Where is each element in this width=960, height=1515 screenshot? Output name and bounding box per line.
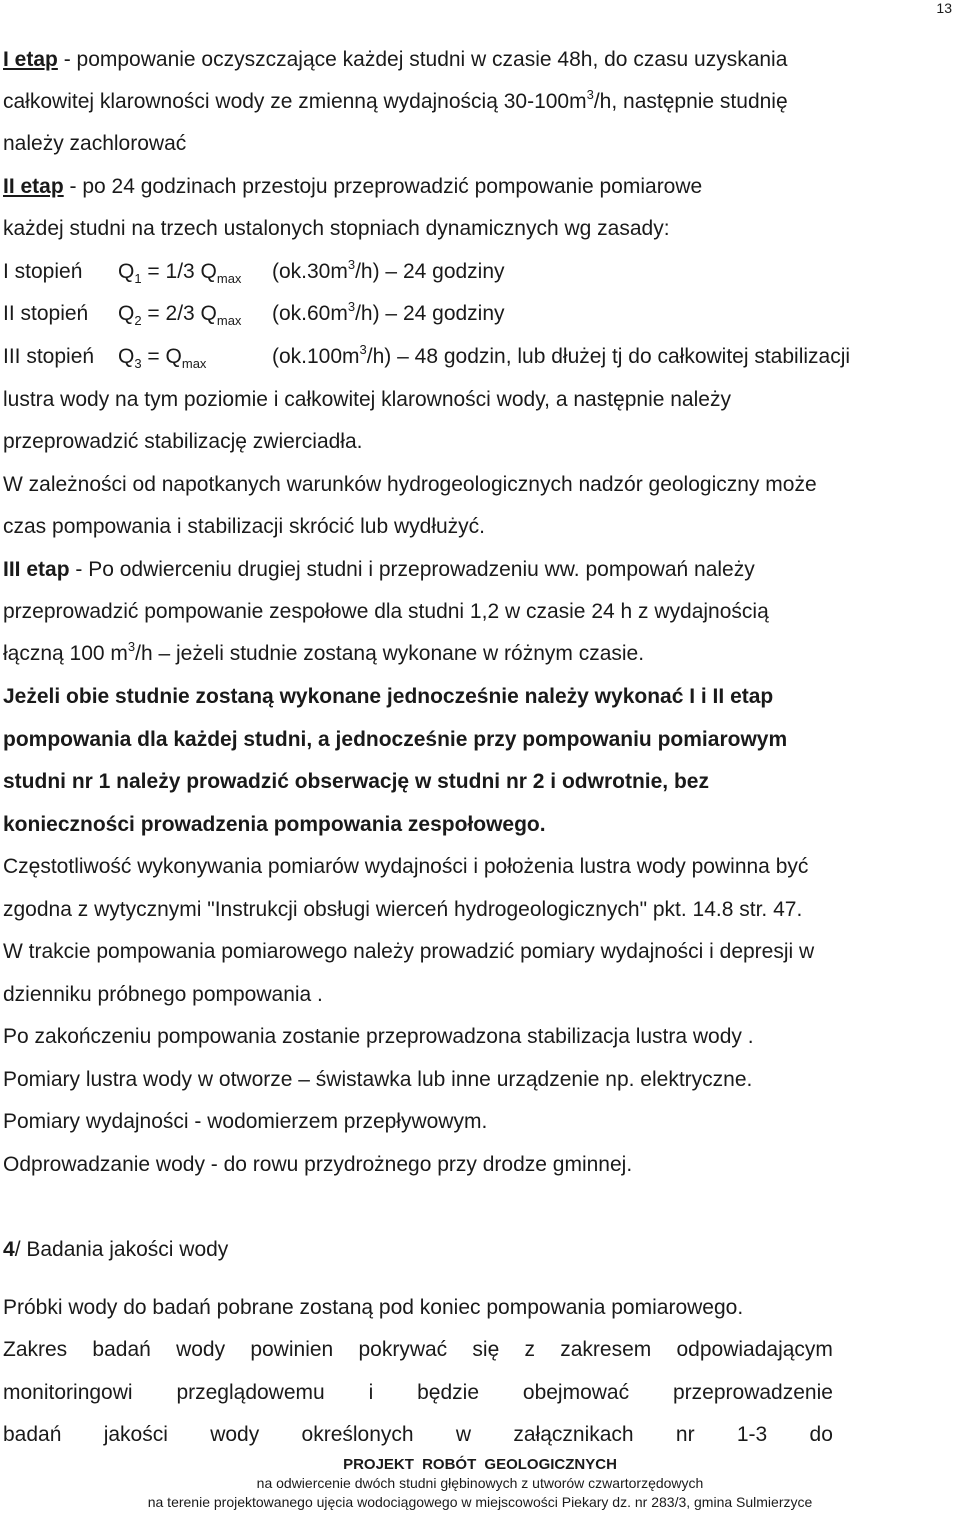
bold-line1: Jeżeli obie studnie zostaną wykonane jednocześnie należy wykonać I i II etap xyxy=(3,685,774,708)
stopien-1: I stopień $Q_1 = 1/3$ $Q_{max}$ $(ok.30m^3/h) - 24$ godziny xyxy=(3,257,505,286)
bold-line2: pompowania dla każdej studni, a jednocześnie przy pompowaniu pomiarowym xyxy=(3,728,788,751)
stopien-3: III stopień $Q_3 = Q_{max}$ $(ok.100m^3/h) - 48$ godzin, lub dłużej tj do całkowitej stabilizacji xyxy=(3,342,851,371)
etap2-line2: każdej studni na trzech ustalonych stopniach dynamicznych wg zasady: xyxy=(3,217,670,240)
etap1-label: I etap xyxy=(3,48,58,71)
etap3-line1: III etap - Po odwierceniu drugiej studni i przeprowadzeniu ww. pompowań należy xyxy=(3,558,755,581)
etap3-line2: przeprowadzić pompowanie zespołowe dla studni 1,2 w czasie 24 h z wydajnością xyxy=(3,600,769,623)
w-trakcie-line1: W trakcie pompowania pomiarowego należy prowadzić pomiary wydajności i depresji w xyxy=(3,940,815,963)
footer-title: PROJEKT ROBÓT GEOLOGICZNYCH xyxy=(343,1456,617,1473)
czestotliwosc-line2: zgodna z wytycznymi "Instrukcji obsługi wierceń hydrogeologicznych" pkt. 14.8 str. 47. xyxy=(3,898,803,921)
page-number: 13 xyxy=(936,0,952,16)
zaleznosc-line1: W zależności od napotkanych warunków hydrogeologicznych nadzór geologiczny może xyxy=(3,473,817,496)
probki-line: Próbki wody do badań pobrane zostaną pod koniec pompowania pomiarowego. xyxy=(3,1296,744,1319)
pomiary-wydajnosci-line: Pomiary wydajności - wodomierzem przepływowym. xyxy=(3,1110,488,1133)
zaleznosc-line2: czas pompowania i stabilizacji skrócić lub wydłużyć. xyxy=(3,515,486,538)
footer-line3: na terenie projektowanego ujęcia wodociągowego w miejscowości Piekary dz. nr 283/3, gmina Sulmierzyce xyxy=(147,1494,813,1510)
footer-line2: na odwiercenie dwóch studni głębinowych z utworów czwartorzędowych xyxy=(256,1475,704,1491)
bold-line4: konieczności prowadzenia pompowania zespołowego. xyxy=(3,813,546,836)
etap2-line1: II etap - po 24 godzinach przestoju przeprowadzić pompowanie pomiarowe xyxy=(3,175,703,198)
czestotliwosc-line1: Częstotliwość wykonywania pomiarów wydajności i położenia lustra wody powinna być xyxy=(3,855,809,878)
pomiary-lustra-line: Pomiary lustra wody w otworze – świstawka lub inne urządzenie np. elektryczne. xyxy=(3,1068,753,1091)
etap1-line1: I etap - pompowanie oczyszczające każdej studni w czasie 48h, do czasu uzyskania xyxy=(3,48,788,71)
odprowadzanie-line: Odprowadzanie wody - do rowu przydrożnego przy drodze gminnej. xyxy=(3,1153,633,1176)
stopien3-cont-line1: lustra wody na tym poziomie i całkowitej klarowności wody, a następnie należy xyxy=(3,388,731,411)
etap3-line3: łączną 100 $m^3/h$ – jeżeli studnie zostaną wykonane w różnym czasie. xyxy=(3,639,645,665)
etap3-label: III etap xyxy=(3,558,70,581)
po-zakonczeniu-line: Po zakończeniu pompowania zostanie przeprowadzona stabilizacja lustra wody . xyxy=(3,1025,754,1048)
w-trakcie-line2: dzienniku próbnego pompowania . xyxy=(3,983,323,1006)
stopien3-cont-line2: przeprowadzić stabilizację zwierciadła. xyxy=(3,430,363,453)
zakres-line1: Zakres badań wody powinien pokrywać się z zakresem odpowiadającym xyxy=(3,1338,833,1361)
section4-heading: 4/ Badania jakości wody xyxy=(3,1238,229,1261)
etap1-line3: należy zachlorować xyxy=(3,132,187,155)
etap2-label: II etap xyxy=(3,175,64,198)
zakres-line3: badań jakości wody określonych w załącznikach nr 1-3 do xyxy=(3,1423,833,1446)
bold-line3: studni nr 1 należy prowadzić obserwację w studni nr 2 i odwrotnie, bez xyxy=(3,770,709,793)
section4-number: 4 xyxy=(3,1238,15,1261)
zakres-line2: monitoringowi przeglądowemu i będzie obejmować przeprowadzenie xyxy=(3,1381,833,1404)
etap1-line2: całkowitej klarowności wody ze zmienną wydajnością $30-100m^3/h$, następnie studnię xyxy=(3,87,788,113)
stopien-2: II stopień $Q_2 = 2/3$ $Q_{max}$ $(ok.60m^3/h) - 24$ godziny xyxy=(3,299,505,328)
